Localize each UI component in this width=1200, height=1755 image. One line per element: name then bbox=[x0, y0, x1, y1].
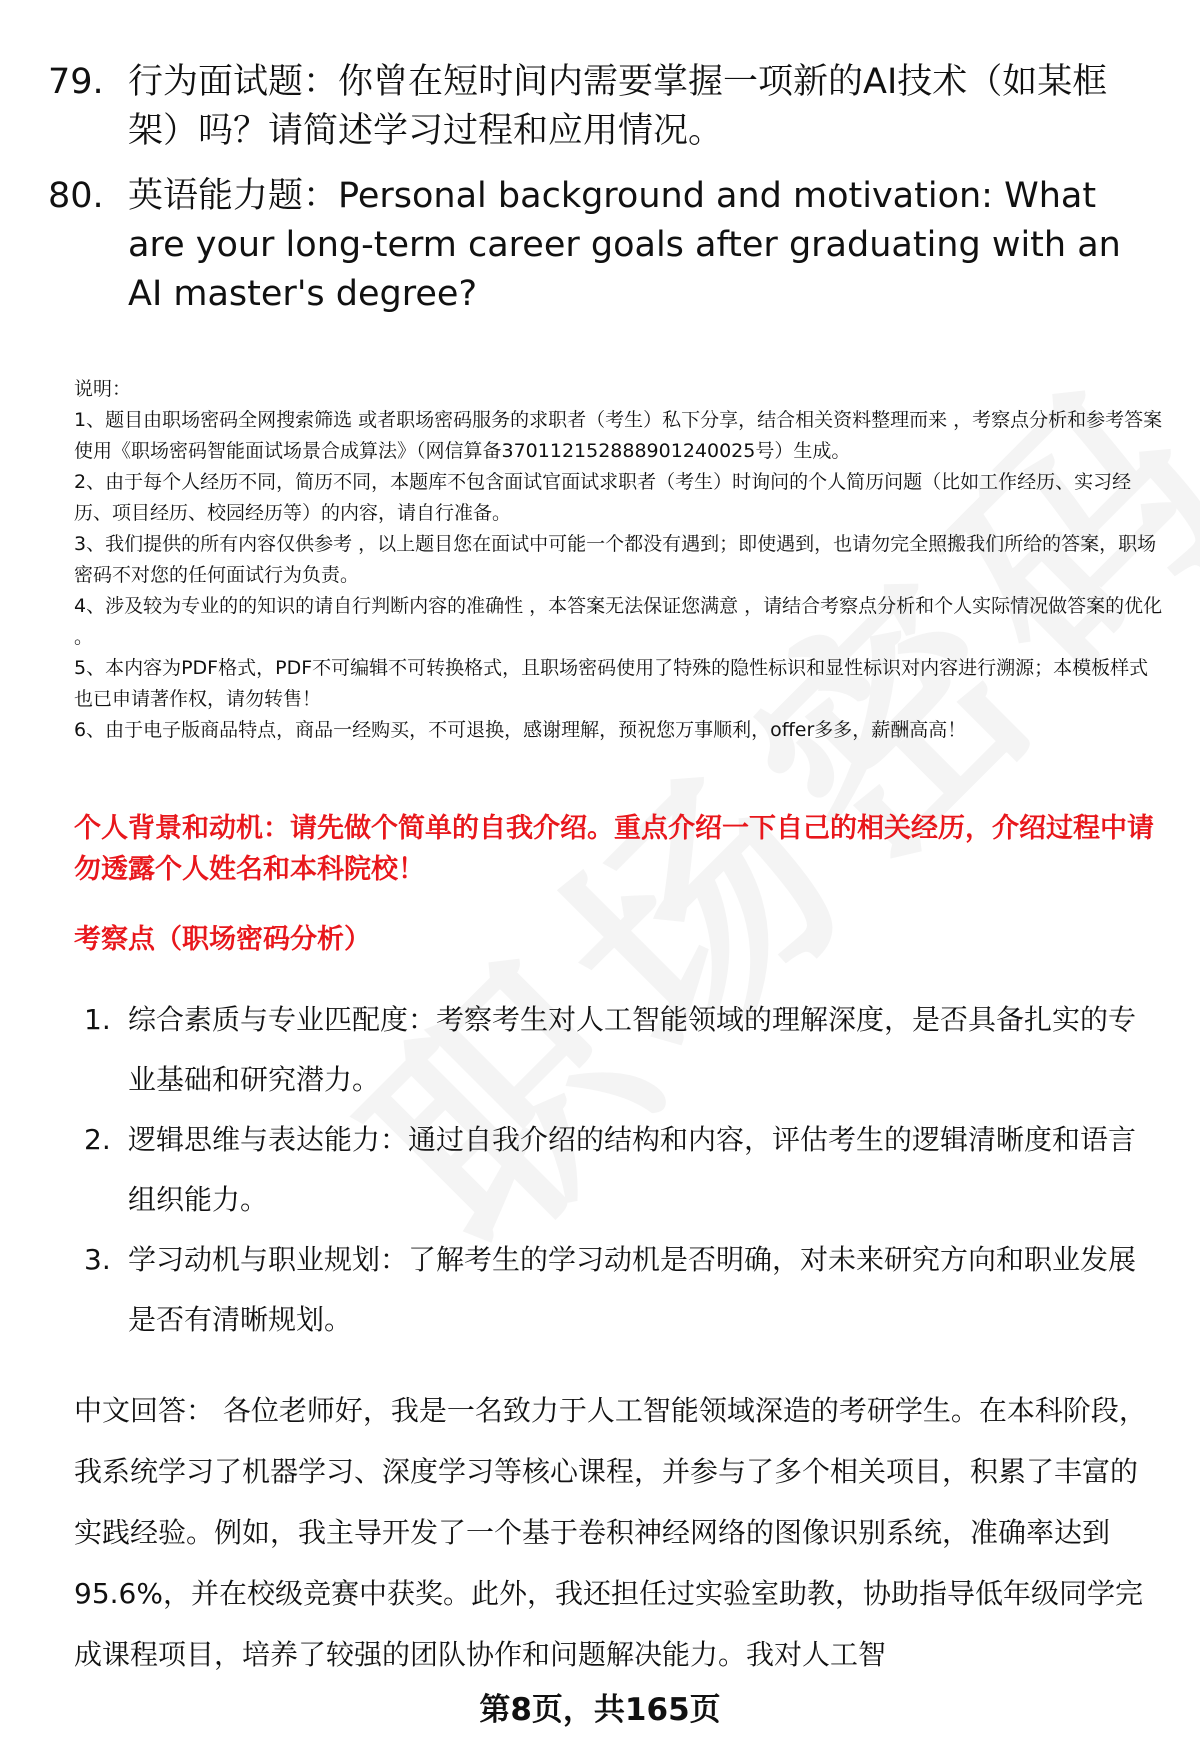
question-79 bbox=[48, 58, 1158, 156]
point-text: 学习动机与职业规划：了解考生的学习动机是否明确，对未来研究方向和职业发展是否有清晰规划。 bbox=[128, 1243, 1137, 1336]
assessment-points bbox=[84, 990, 1154, 1350]
note-item: 5、本内容为PDF格式，PDF不可编辑不可转换格式，且职场密码使用了特殊的隐性标识和显性标识对内容进行溯源；本模板样式也已申请著作权，请勿转售！ bbox=[74, 657, 1149, 710]
point-text: 逻辑思维与表达能力：通过自我介绍的结构和内容，评估考生的逻辑清晰度和语言组织能力。 bbox=[128, 1123, 1137, 1216]
note-item: 2、由于每个人经历不同，简历不同，本题库不包含面试官面试求职者（考生）时询问的个人简历问题（比如工作经历、实习经历、项目经历、校园经历等）的内容，请自行准备。 bbox=[74, 471, 1132, 524]
page-number: 第8页，共165页 bbox=[479, 1692, 721, 1728]
question-text: 行为面试题：你曾在短时间内需要掌握一项新的AI技术（如某框架）吗？请简述学习过程和应用情况。 bbox=[128, 62, 1108, 151]
point-number: 1. bbox=[84, 1003, 111, 1036]
point-number: 2. bbox=[84, 1123, 111, 1156]
section-title: 考察点（职场密码分析） bbox=[74, 924, 371, 955]
point-number: 3. bbox=[84, 1243, 111, 1276]
question-number: 80. bbox=[48, 176, 104, 216]
list-item bbox=[84, 990, 1154, 1110]
question-80 bbox=[48, 172, 1158, 319]
point-text: 综合素质与专业匹配度：考察考生对人工智能领域的理解深度，是否具备扎实的专业基础和研究潜力。 bbox=[128, 1003, 1137, 1096]
notes-section bbox=[74, 374, 1164, 746]
note-item: 1、题目由职场密码全网搜索筛选 或者职场密码服务的求职者（考生）私下分享，结合相关资料整理而来 ，考察点分析和参考答案使用《职场密码智能面试场景合成算法》（网信算备370112152888901240025号）生成。 bbox=[74, 409, 1163, 462]
interview-prompt: 个人背景和动机：请先做个简单的自我介绍。重点介绍一下自己的相关经历，介绍过程中请勿透露个人姓名和本科院校！ bbox=[74, 813, 1154, 885]
list-item bbox=[84, 1230, 1154, 1350]
note-item: 3、我们提供的所有内容仅供参考 ，以上题目您在面试中可能一个都没有遇到；即使遇到，也请勿完全照搬我们所给的答案，职场密码不对您的任何面试行为负责。 bbox=[74, 533, 1157, 586]
answer-text: 中文回答： 各位老师好，我是一名致力于人工智能领域深造的考研学生。在本科阶段，我系统学习了机器学习、深度学习等核心课程，并参与了多个相关项目，积累了丰富的实践经验。例如，我主导开发了一个基于卷积神经网络的图像识别系统，准确率达到95.6%，并在校级竞赛中获奖。此外，我还担任过实验室助教，协助指导低年级同学完成课程项目，培养了较强的团队协作和问题解决能力。我对人工智 bbox=[74, 1394, 1147, 1671]
question-number: 79. bbox=[48, 62, 104, 102]
question-text: 英语能力题：Personal background and motivation: What are your long-term career goals after graduating with an AI master's degree? bbox=[128, 176, 1121, 314]
list-item bbox=[84, 1110, 1154, 1230]
notes-title: 说明： bbox=[74, 378, 132, 400]
note-item: 6、由于电子版商品特点，商品一经购买，不可退换，感谢理解，预祝您万事顺利，offer多多，薪酬高高！ bbox=[74, 719, 967, 741]
note-item: 4、涉及较为专业的的知识的请自行判断内容的准确性 ，本答案无法保证您满意 ，请结合考察点分析和个人实际情况做答案的优化 。 bbox=[74, 595, 1163, 648]
